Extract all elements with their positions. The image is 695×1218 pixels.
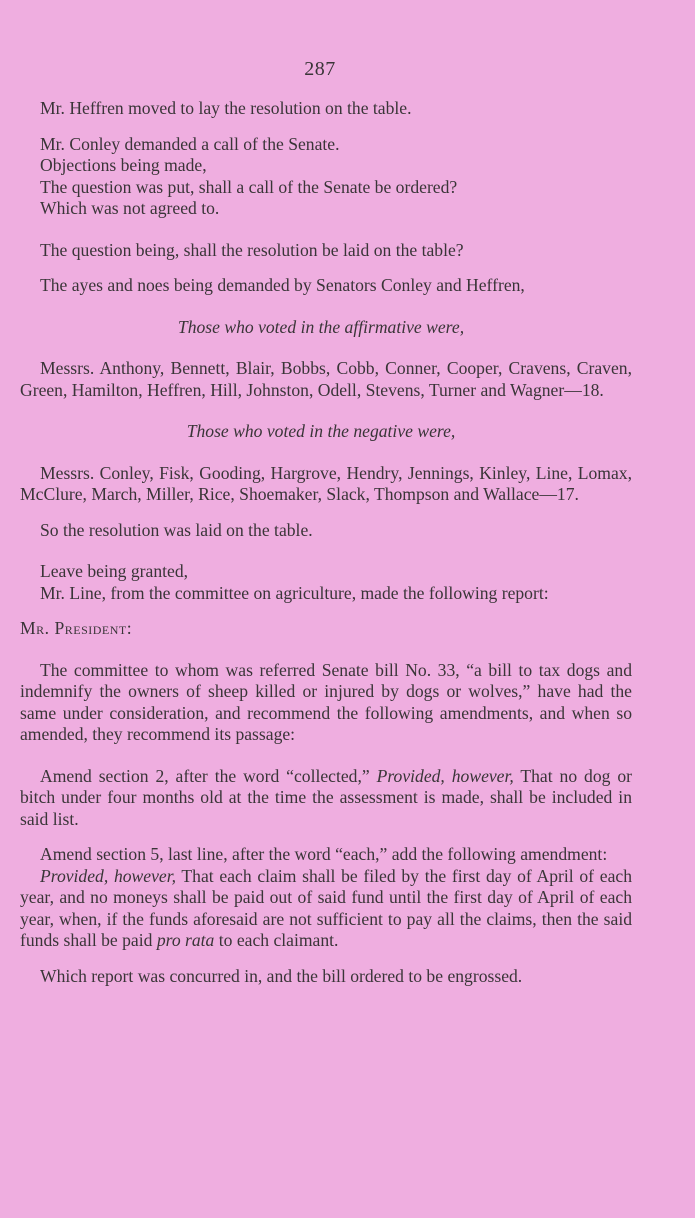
proviso-text-d: to each claimant. <box>214 930 339 950</box>
amendment-section-2 <box>20 766 632 831</box>
committee-report-paragraph: The committee to whom was referred Senate bill No. 33, “a bill to tax dogs and indemnify the owners of sheep killed or injured by dogs or wolves,” have had the same under consideration, and recommend the following amendments, and when so amended, they recommend its passage: <box>20 659 632 744</box>
negative-heading: Those who voted in the negative were, <box>186 421 456 441</box>
page-body <box>20 98 632 987</box>
concurred-paragraph: Which report was concurred in, and the bill ordered to be engrossed. <box>40 965 523 986</box>
not-agreed-line: Which was not agreed to. <box>40 198 220 218</box>
affirmative-list: Messrs. Anthony, Bennett, Blair, Bobbs, Cobb, Conner, Cooper, Cravens, Craven, Green, Hamilton, Heffren, Hill, Johnston, Odell, Stevens, Turner and Wagner—18. <box>20 358 632 400</box>
amendment-2-text-c: That no dog or bitch under four months old at the time the assessment is made, shall be included in said list. <box>20 765 633 829</box>
proviso-paragraph <box>20 866 632 952</box>
resolution-laid-line: So the resolution was laid on the table. <box>40 519 313 540</box>
leave-granted-line: Leave being granted, <box>40 561 189 581</box>
line-report-paragraph: Mr. Line, from the committee on agriculture, made the following report: <box>40 582 549 603</box>
question-call: The question was put, shall a call of the Senate be ordered? <box>40 176 458 197</box>
salutation: Mr. President: <box>20 618 133 638</box>
pro-rata-term: pro rata <box>156 930 215 950</box>
ayes-noes-paragraph: The ayes and noes being demanded by Senators Conley and Heffren, <box>40 275 525 295</box>
question-table: The question being, shall the resolution be laid on the table? <box>40 239 464 260</box>
negative-list: Messrs. Conley, Fisk, Gooding, Hargrove, Hendry, Jennings, Kinley, Line, Lomax, McClure, March, Miller, Rice, Shoemaker, Slack, Thompson and Wallace—17. <box>20 462 632 504</box>
affirmative-heading: Those who voted in the affirmative were, <box>177 316 465 337</box>
conley-demand: Mr. Conley demanded a call of the Senate. <box>40 133 340 154</box>
amendment-2-text-a: Amend section 2, after the word “collected,” <box>40 765 377 786</box>
objections-line: Objections being made, <box>40 155 207 175</box>
proviso-text-b: That each claim shall be filed by the first day of April of each year, and no moneys shall be paid out of said fund until the first day of April of each year, when, if the funds aforesaid are not sufficient to pay all the claims, then the said funds shall be paid <box>20 865 632 950</box>
page-number: 287 <box>304 58 336 80</box>
amendment-section-5: Amend section 5, last line, after the word “each,” add the following amendment: <box>40 844 608 864</box>
heffren-motion: Mr. Heffren moved to lay the resolution on the table. <box>40 98 412 118</box>
proviso-lead: Provided, however, <box>40 865 177 886</box>
amendment-2-proviso: Provided, however, <box>376 765 514 786</box>
